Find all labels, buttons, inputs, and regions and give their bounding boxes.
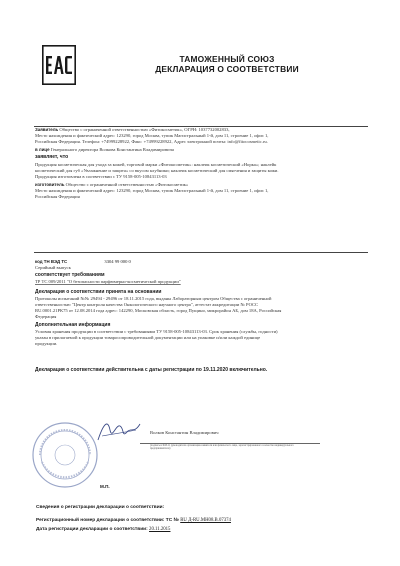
applicant-label: Заявитель bbox=[35, 127, 59, 132]
basis-line2: ответственностью "Центр контроля качества Онкологического научного центра", аттестат аккредитации № РОСС bbox=[35, 302, 259, 308]
applicant-line1: Общество с ограниченной ответственностью «Фитокосметик», ОГРН: 1037732002833, bbox=[59, 127, 230, 132]
additional-line1: Условия хранения продукции в соответствии с требованиями ТУ 9158-005-10843113-03. Срок хранения (службы, годности) bbox=[35, 329, 278, 334]
requirements-text: ТР ТС 009/2011 "О безопасности парфюмерно-косметической продукции" bbox=[35, 279, 181, 284]
signatory-name: Волков Константин Владимирович bbox=[150, 430, 219, 435]
requirements-label: соответствует требованиям bbox=[35, 272, 105, 278]
official-stamp bbox=[30, 420, 100, 490]
serial-text: Серийный выпуск bbox=[35, 265, 71, 270]
person-label: в лице bbox=[35, 147, 50, 152]
manufacturer-line1: Общество с ограниченной ответственностью «Фитокосметик» bbox=[65, 182, 189, 187]
registration-number-row bbox=[36, 518, 231, 523]
declares-block bbox=[35, 162, 365, 180]
document-header bbox=[96, 54, 358, 74]
declares-label: заявляет, что bbox=[35, 154, 69, 160]
person-text: Генерального директора Волкова Константина Владимировича bbox=[50, 147, 174, 152]
additional-line3: продукции. bbox=[35, 341, 58, 347]
applicant-block bbox=[35, 127, 365, 145]
registration-number-value: RU Д-RU.МН08.В.07374 bbox=[180, 518, 231, 523]
registration-title: Сведения о регистрации декларации о соответствии: bbox=[36, 505, 165, 510]
basis-block bbox=[35, 296, 365, 320]
basis-line1: Протоколы испытаний №№ 29494 - 29496 от 18.11.2015 года, выданы Лабораторным центром Общества с ограниченной bbox=[35, 296, 272, 301]
manufacturer-block bbox=[35, 182, 365, 200]
header-union: ТАМОЖЕННЫЙ СОЮЗ bbox=[179, 54, 275, 64]
basis-line4: Федерация bbox=[35, 314, 57, 320]
applicant-line2: Место нахождения и фактический адрес: 123290, город Москва, тупик Магистральный 1-й, дом 11, строение 1, офис 1, bbox=[35, 133, 269, 139]
declares-line2: косметический для губ «Увлажнение и защита» со вкусом клубники; наклеик косметический для смягчения и защиты кожи. bbox=[35, 168, 279, 174]
signature-caption-line2: предпринимателя) bbox=[150, 447, 171, 451]
additional-block bbox=[35, 329, 365, 347]
signature-caption-line1: (подпись и Ф.И.О. руководителя организации-заявителя или физического лица, зарегистрированного в качестве индивидуального bbox=[150, 444, 294, 447]
basis-line3: RU.0001.21РК75 от 12.08.2014 года адрес: 142290, Московская область, город Пущино, микрорайон АБ, дом 18А, Российская bbox=[35, 308, 282, 314]
eac-logo bbox=[42, 45, 76, 85]
basis-label: Декларация о соответствии принята на основании bbox=[35, 289, 162, 295]
manufacturer-line2: Место нахождения и фактический адрес: 123290, город Москва, тупик Магистральный 1-й, дом 11, строение 1, офис 1, bbox=[35, 188, 269, 194]
manufacturer-line3: Российская Федерация bbox=[35, 194, 80, 200]
registration-date-row bbox=[36, 527, 170, 532]
registration-date-label: Дата регистрации декларации о соответствии: bbox=[36, 527, 148, 532]
declares-line1: Продукция косметическая для ухода за кожей, торговой марки «Фитокосметик»: наклеик косметический «Норка»; наклейк bbox=[35, 162, 277, 167]
validity-text: Декларация о соответствии действительна с даты регистрации по 19.11.2020 включительно. bbox=[35, 367, 268, 373]
signature-scribble bbox=[96, 416, 144, 446]
tnved-label: код ТН ВЭД ТС bbox=[35, 259, 68, 264]
person-block bbox=[35, 147, 365, 153]
additional-label: Дополнительная информация bbox=[35, 322, 111, 328]
header-title: ДЕКЛАРАЦИЯ О СООТВЕТСТВИИ bbox=[155, 64, 299, 74]
registration-number-label: Регистрационный номер декларации о соответствии: ТС № bbox=[36, 518, 179, 523]
declares-line3: Продукция изготовлена в соответствии с ТУ 9158-005-10843113-03 bbox=[35, 174, 167, 180]
tnved-row bbox=[35, 259, 131, 264]
registration-date-value: 20.11.2015 bbox=[149, 527, 171, 532]
codes-rule bbox=[34, 252, 368, 253]
manufacturer-label: изготовитель bbox=[35, 182, 65, 187]
tnved-value: 3304 99 000 0 bbox=[104, 259, 131, 264]
applicant-line3: Российская Федерация. Телефон: +74999228922, Факс: +74999228922, Адрес электронной почты: info@fitocosmetic.ru. bbox=[35, 139, 268, 145]
additional-line2: указан в прилагаемой к продукции товаросопроводительной документации или на упаковке и/или каждой единице bbox=[35, 335, 261, 341]
signature-caption bbox=[150, 444, 320, 450]
seal-mark: М.П. bbox=[100, 484, 110, 489]
